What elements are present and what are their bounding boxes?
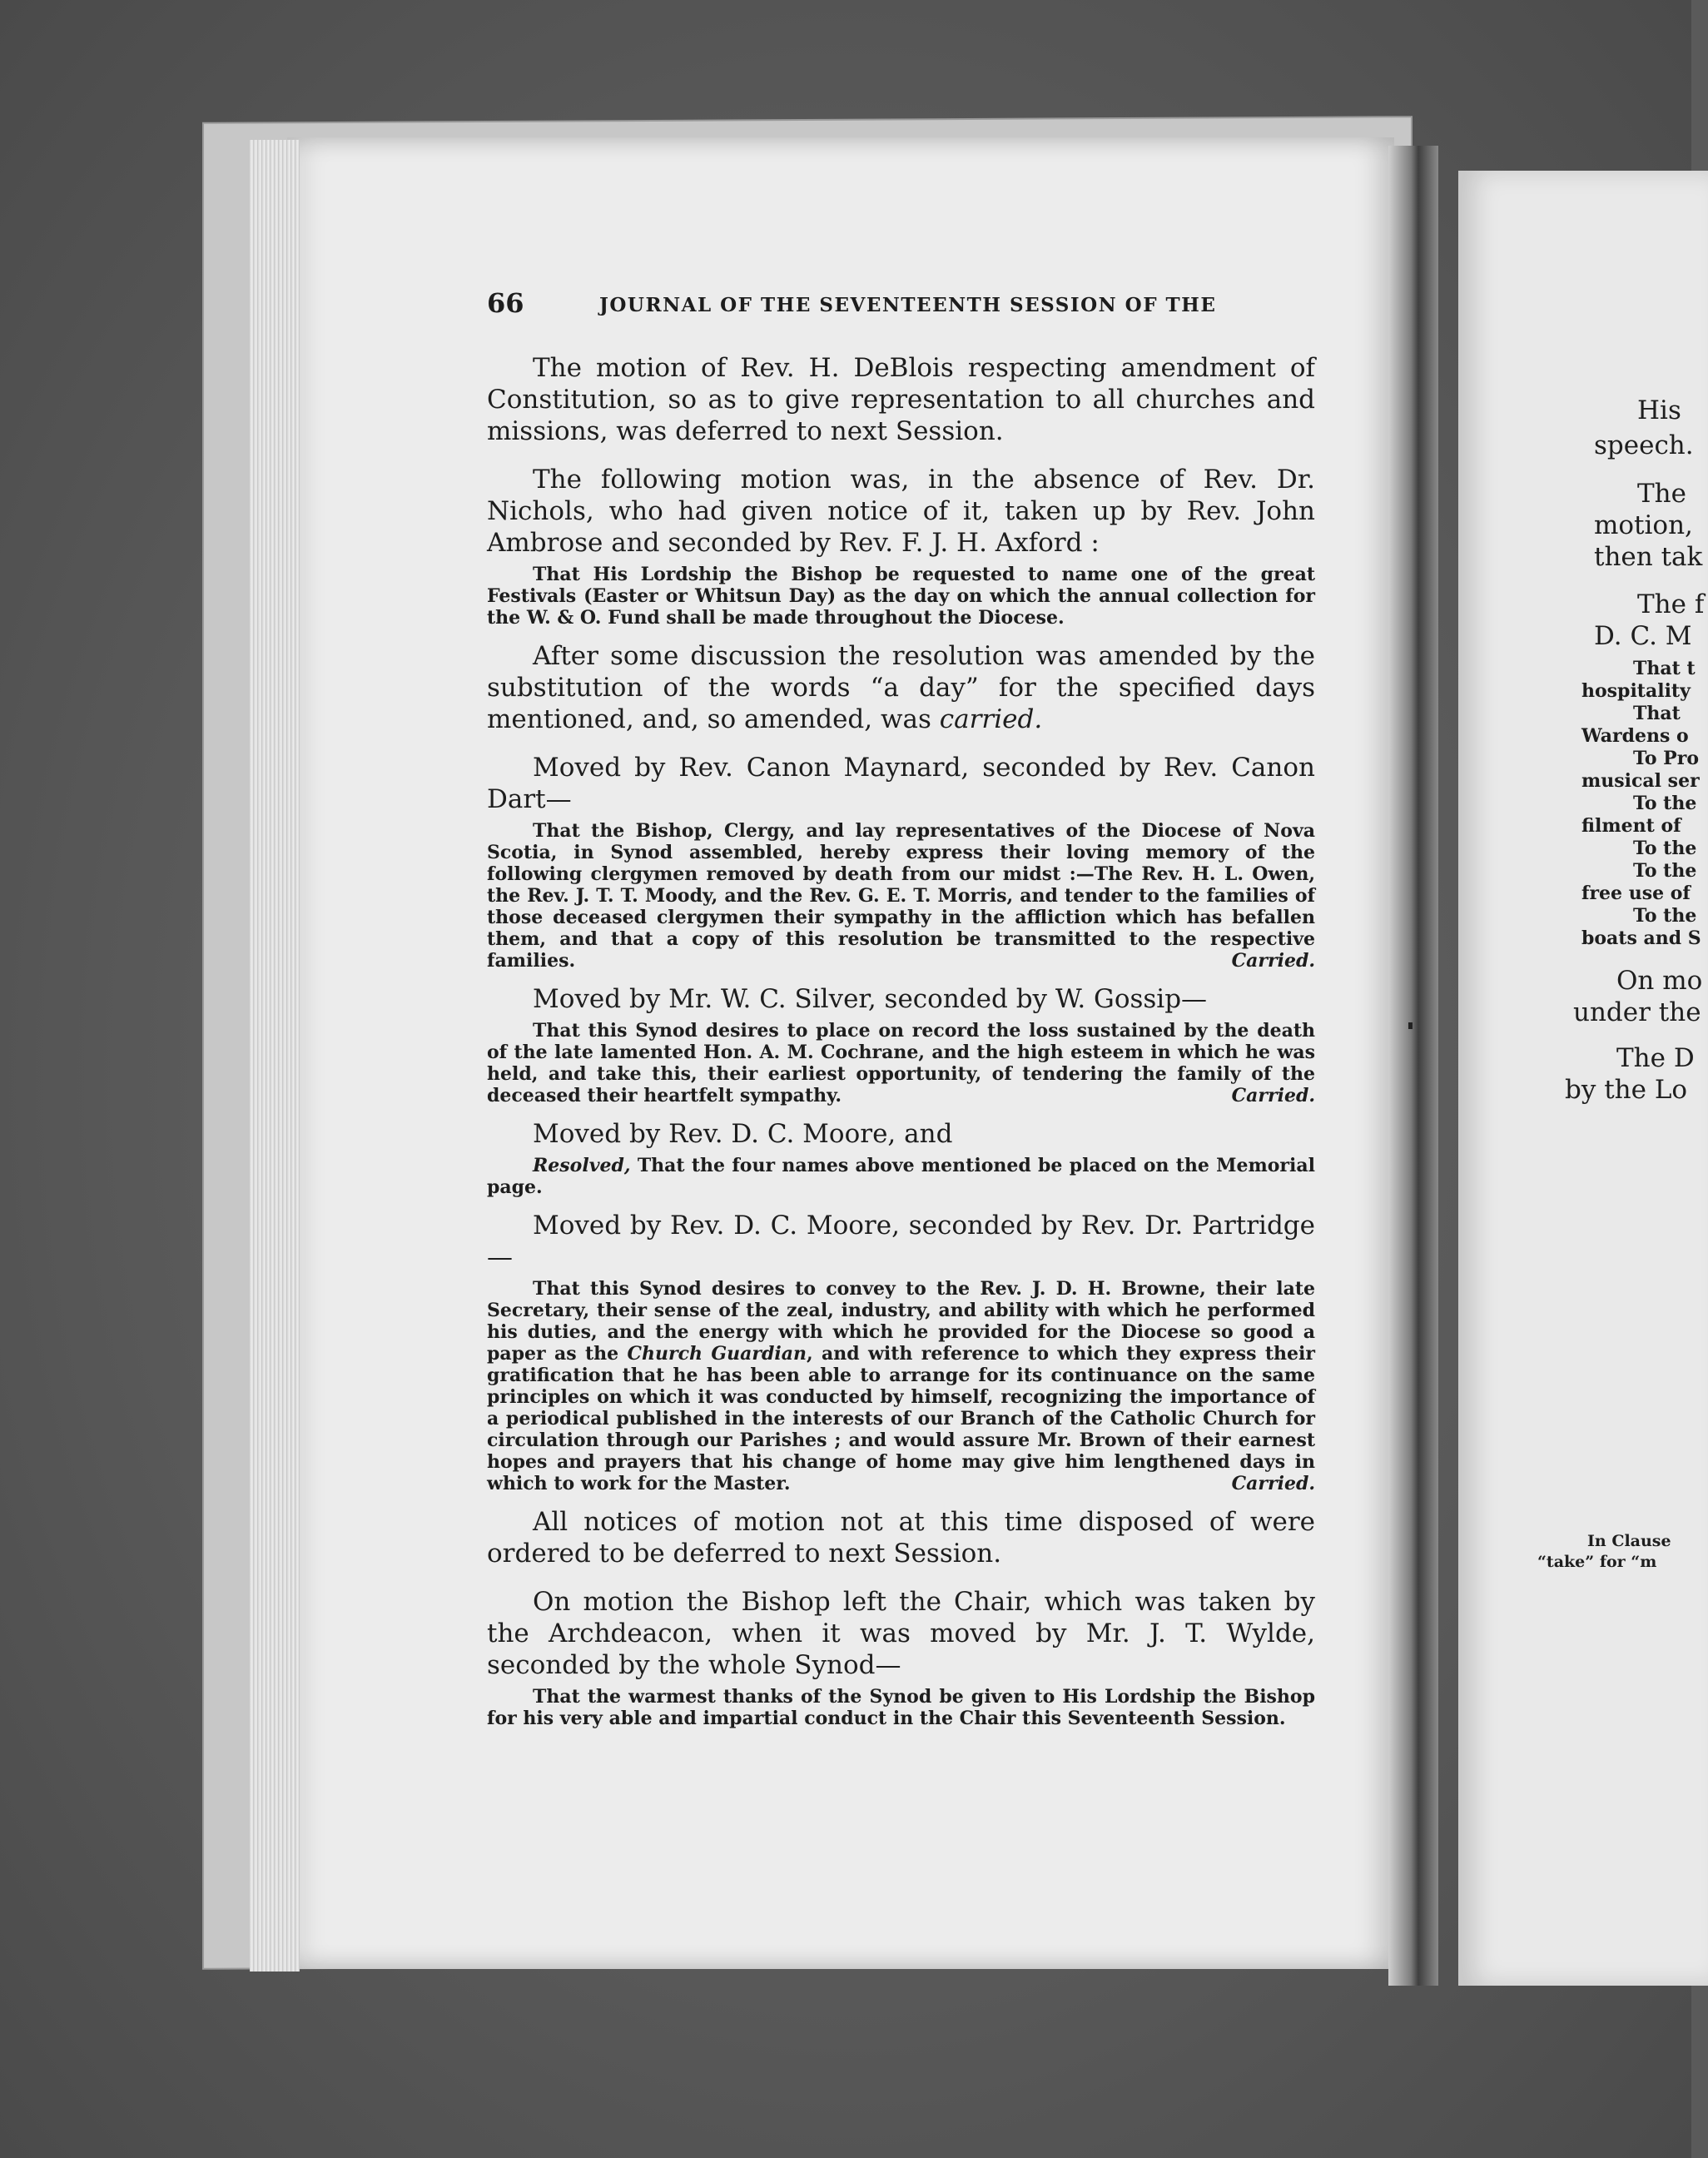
paragraph: The motion of Rev. H. DeBlois respecting amendment of Constitution, so as to give representation to all churches and missions, was deferred to next Session. xyxy=(487,353,1315,446)
right-page-line: To the xyxy=(1633,860,1697,882)
resolution-text: That His Lordship the Bishop be requested to name one of the great Festivals (Easter or Whitsun Day) as the day on which the annual collection for the W. & O. Fund shall be made throughout the Diocese. xyxy=(487,564,1315,629)
right-page-line: hospitality xyxy=(1581,680,1691,702)
book-gutter xyxy=(1388,146,1438,1986)
resolution-italic: Church Guardian xyxy=(627,1343,807,1365)
paragraph: On motion the Bishop left the Chair, which was taken by the Archdeacon, when it was moved by Mr. J. T. Wylde, seconded by the whole Synod— xyxy=(487,1587,1315,1680)
resolution-text: That this Synod desires to convey to the Rev. J. D. H. Browne, their late Secretary, their sense of the zeal, industry, and ability with which he performed his duties, and the energy with which he provided for the Diocese so good a paper as the xyxy=(487,1278,1315,1365)
page-stack-edge xyxy=(250,140,300,1972)
paragraph: Moved by Rev. D. C. Moore, seconded by Rev. Dr. Partridge— xyxy=(487,1211,1315,1272)
right-page-line: by the Lo xyxy=(1565,1075,1688,1105)
right-page-line: Wardens o xyxy=(1581,725,1689,747)
carried-label: Carried. xyxy=(1231,1085,1315,1106)
ink-mark xyxy=(1408,1022,1413,1029)
right-page-line: The f xyxy=(1637,589,1705,619)
right-page-line: To the xyxy=(1633,905,1697,927)
right-page-line: His xyxy=(1637,395,1681,425)
right-page-line: musical ser xyxy=(1581,770,1700,792)
page-header xyxy=(487,287,1315,329)
paragraph: Moved by Mr. W. C. Silver, seconded by W. Gossip— xyxy=(533,984,1208,1014)
right-page-line: motion, xyxy=(1594,510,1693,540)
resolution xyxy=(487,1020,1315,1106)
right-page-line: On mo xyxy=(1616,966,1703,996)
carried-label: Carried. xyxy=(1231,1473,1315,1494)
resolved-label: Resolved, xyxy=(533,1155,631,1176)
resolution xyxy=(487,820,1315,972)
right-page-line: In Clause xyxy=(1587,1532,1671,1550)
paragraph: All notices of motion not at this time disposed of were ordered to be deferred to next Session. xyxy=(487,1507,1315,1569)
resolution-text: That the warmest thanks of the Synod be given to His Lordship the Bishop for his very able and impartial conduct in the Chair this Seventeenth Session. xyxy=(487,1686,1315,1729)
right-page-line: filment of xyxy=(1581,815,1681,837)
paragraph-italic: carried. xyxy=(939,704,1043,734)
right-page-line: That t xyxy=(1633,658,1696,679)
right-page-line: The D xyxy=(1616,1043,1695,1073)
carried-label: Carried. xyxy=(1231,950,1315,972)
right-page-line: boats and S xyxy=(1581,927,1701,949)
paragraph: The following motion was, in the absence of Rev. Dr. Nichols, who had given notice of it, taken up by Rev. John Ambrose and seconded by Rev. F. J. H. Axford : xyxy=(487,465,1315,558)
resolution-text: That the Bishop, Clergy, and lay representatives of the Diocese of Nova Scotia, in Synod assembled, hereby express their loving memory of the following clergymen removed by death from our midst :—The Rev. H. L. Owen, the Rev. J. T. T. Moody, and the Rev. G. E. T. Morris, and tender to the families of those deceased clergymen their sympathy in the affliction which has befallen them, and that a copy of this resolution be transmitted to the respective families. xyxy=(487,820,1315,972)
page-content xyxy=(487,287,1315,1741)
right-page-line: D. C. M xyxy=(1594,621,1692,651)
resolution-text: , and with reference to which they express their gratification that he has been able to arrange for its continuance on the same principles on which it was conducted by himself, recognizing the importance of a periodical published in the interests of our Branch of the Catholic Church for circulation through our Parishes ; and would assure Mr. Brown of their earnest hopes and prayers that his change of home may give him lengthened days in which to work for the Master. xyxy=(487,1343,1315,1494)
right-page-line: That xyxy=(1633,703,1681,724)
resolution xyxy=(487,1278,1315,1494)
right-page-line: To Pro xyxy=(1633,748,1699,769)
right-page-line: speech. xyxy=(1594,430,1694,460)
resolution-text: That this Synod desires to place on record the loss sustained by the death of the late lamented Hon. A. M. Cochrane, and the high esteem in which he was held, and take this, their earliest opportunity, of tendering the family of the deceased their heartfelt sympathy. xyxy=(487,1020,1315,1106)
page-number: 66 xyxy=(487,287,524,319)
paragraph: Moved by Rev. D. C. Moore, and xyxy=(533,1119,953,1149)
right-page-line: The xyxy=(1637,479,1686,509)
resolution-text: That the four names above mentioned be placed on the Memorial page. xyxy=(487,1155,1315,1198)
right-page-line: To the xyxy=(1633,838,1697,859)
right-page-line: under the xyxy=(1573,997,1701,1027)
paragraph-text: After some discussion the resolution was amended by the substitution of the words “a day” for the specified days mentioned, and, so amended, was xyxy=(487,641,1315,734)
right-page-line: free use of xyxy=(1581,883,1691,904)
right-page-line: “take” for “m xyxy=(1537,1553,1657,1571)
right-page xyxy=(1458,171,1708,1986)
resolution xyxy=(487,1155,1315,1198)
paragraph: Moved by Rev. Canon Maynard, seconded by Rev. Canon Dart— xyxy=(487,753,1315,814)
running-head: JOURNAL OF THE SEVENTEENTH SESSION OF THE xyxy=(599,294,1217,316)
right-page-line: To the xyxy=(1633,793,1697,814)
paragraph xyxy=(487,640,1315,735)
right-page-line: then tak xyxy=(1594,542,1703,572)
